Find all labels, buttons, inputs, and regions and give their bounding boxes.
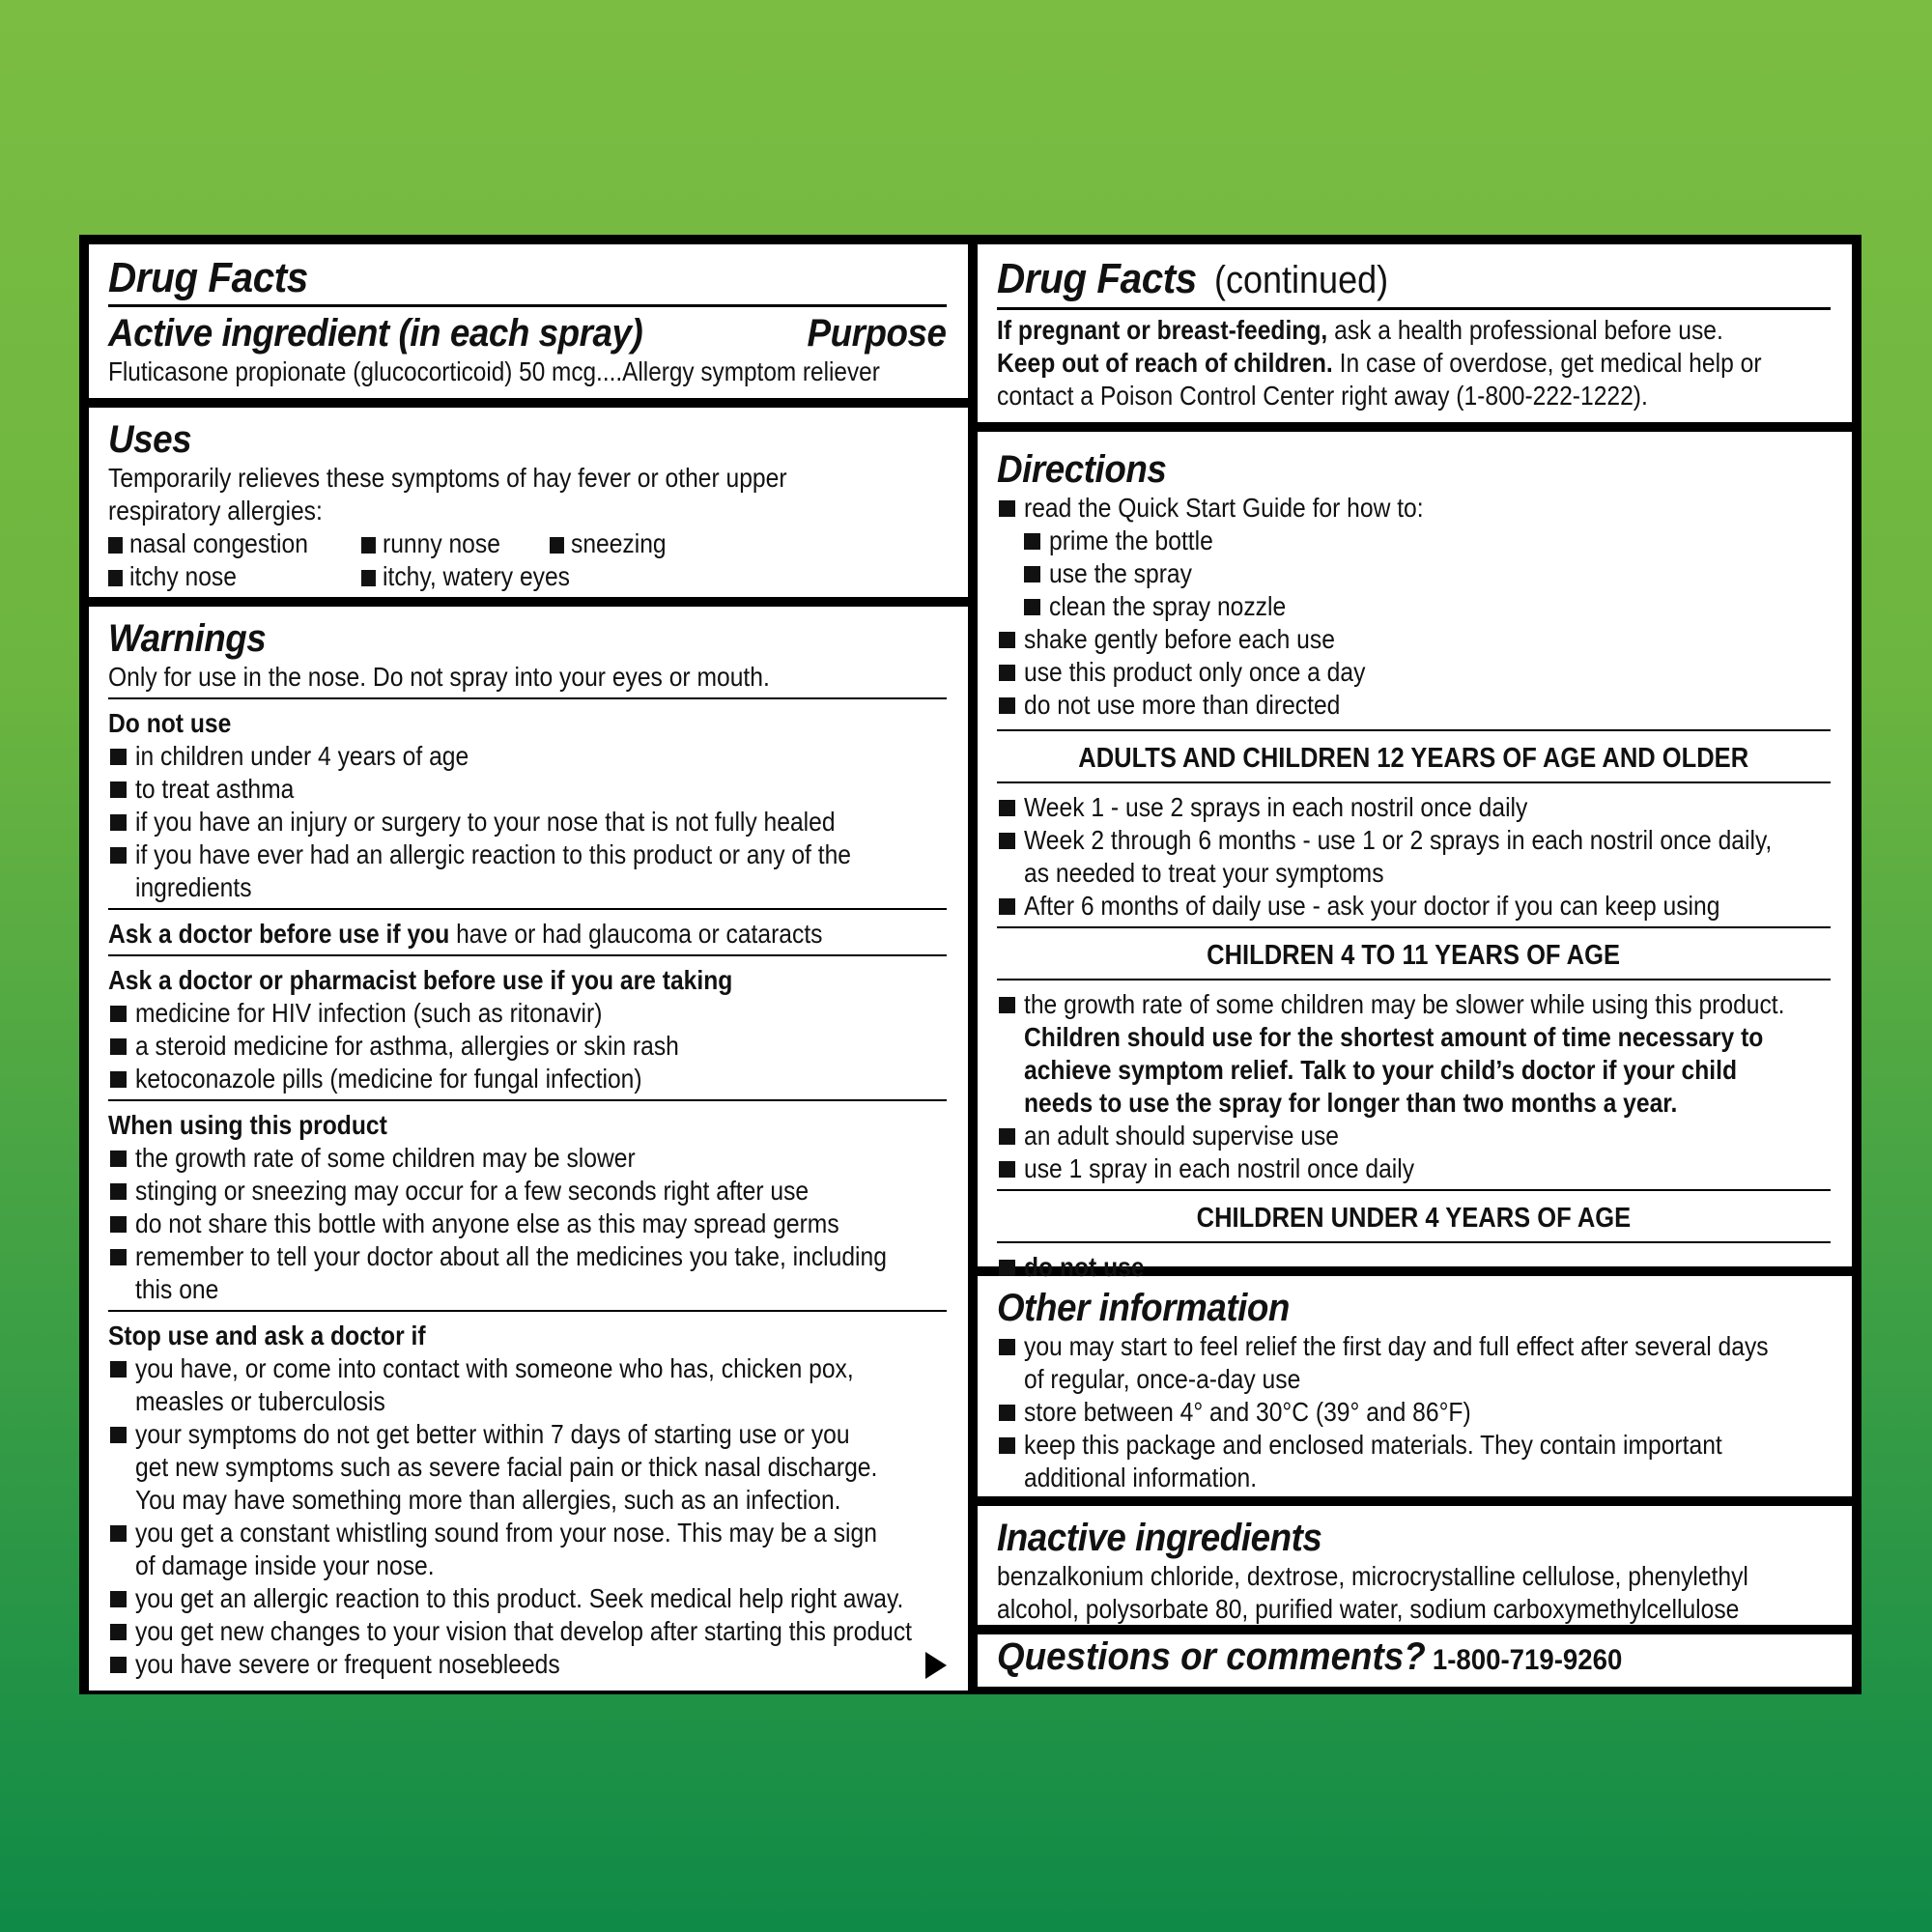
drug-facts-title: Drug Facts xyxy=(108,254,308,301)
ask-doctor-line: Ask a doctor before use if you have or had glaucoma or cataracts xyxy=(108,919,823,949)
stop-use-heading: Stop use and ask a doctor if xyxy=(108,1321,426,1350)
list-item: use this product only once a day xyxy=(997,656,1831,689)
list-item: ketoconazole pills (medicine for fungal infection) xyxy=(108,1063,947,1095)
adults-heading: ADULTS AND CHILDREN 12 YEARS OF AGE AND OLDER xyxy=(1078,743,1749,774)
children-under-4-heading: CHILDREN UNDER 4 YEARS OF AGE xyxy=(1196,1203,1632,1234)
uses-box xyxy=(89,408,968,597)
left-column xyxy=(89,244,968,1685)
list-item: you may start to feel relief the first day and full effect after several days of regular, once-a-day use xyxy=(997,1330,1831,1396)
questions-line xyxy=(997,1635,1764,1678)
list-item: keep this package and enclosed materials. They contain important additional information. xyxy=(997,1429,1831,1494)
uses-intro-2: respiratory allergies: xyxy=(108,496,323,526)
list-item: stinging or sneezing may occur for a few seconds right after use xyxy=(108,1175,947,1208)
list-item: nasal congestion xyxy=(108,527,331,560)
active-ingredient-heading: Active ingredient (in each spray) xyxy=(108,312,643,355)
warnings-intro: Only for use in the nose. Do not spray into your eyes or mouth. xyxy=(108,662,770,692)
list-item: sneezing xyxy=(550,527,753,560)
list-item: use 1 spray in each nostril once daily xyxy=(997,1152,1831,1185)
children-4-11-heading: CHILDREN 4 TO 11 YEARS OF AGE xyxy=(1207,940,1621,971)
list-item: itchy, watery eyes xyxy=(361,560,527,593)
list-item: do not use more than directed xyxy=(997,689,1831,722)
list-item: you have severe or frequent nosebleeds xyxy=(108,1648,947,1681)
list-item: you have, or come into contact with someone who has, chicken pox, measles or tuberculosis xyxy=(108,1352,947,1418)
list-item: you get a constant whistling sound from your nose. This may be a sign of damage inside your nose. xyxy=(108,1517,947,1582)
list-item: read the Quick Start Guide for how to: xyxy=(997,492,1831,525)
list-item: the growth rate of some children may be slower xyxy=(108,1142,947,1175)
drug-facts-label xyxy=(79,235,1861,1694)
list-item: store between 4° and 30°C (39° and 86°F) xyxy=(997,1396,1831,1429)
list-item: you get new changes to your vision that develop after starting this product xyxy=(108,1615,947,1648)
continue-arrow-icon xyxy=(925,1652,947,1679)
list-item: do not use xyxy=(997,1251,1831,1284)
list-item: clean the spray nozzle xyxy=(997,590,1831,623)
purpose-heading: Purpose xyxy=(807,312,947,355)
list-item: remember to tell your doctor about all the medicines you take, including this one xyxy=(108,1240,947,1306)
list-item: runny nose xyxy=(361,527,527,560)
list-item: if you have ever had an allergic reaction to this product or any of the ingredients xyxy=(108,838,947,904)
pregnancy-box xyxy=(978,244,1852,422)
directions-box xyxy=(978,432,1852,1282)
list-item: shake gently before each use xyxy=(997,623,1831,656)
list-item: medicine for HIV infection (such as ritonavir) xyxy=(108,997,947,1030)
list-item: you get an allergic reaction to this product. Seek medical help right away. xyxy=(108,1582,947,1615)
warnings-box xyxy=(89,607,968,1690)
drug-facts-continued-title: Drug Facts(continued) xyxy=(997,255,1388,302)
list-item: Week 1 - use 2 sprays in each nostril once daily xyxy=(997,791,1831,824)
when-using-heading: When using this product xyxy=(108,1110,387,1140)
list-item: Week 2 through 6 months - use 1 or 2 sprays in each nostril once daily, as needed to treat your symptoms xyxy=(997,824,1831,890)
other-information-heading: Other information xyxy=(997,1287,1290,1329)
list-item: an adult should supervise use xyxy=(997,1120,1831,1152)
questions-heading: Questions or comments? xyxy=(997,1635,1426,1678)
list-item: if you have an injury or surgery to your nose that is not fully healed xyxy=(108,806,947,838)
uses-intro: Temporarily relieves these symptoms of hay fever or other upper xyxy=(108,463,787,493)
right-column xyxy=(978,244,1852,1685)
ask-pharmacist-heading: Ask a doctor or pharmacist before use if you are taking xyxy=(108,965,733,995)
list-item: use the spray xyxy=(997,557,1831,590)
other-information-box xyxy=(978,1276,1852,1496)
uses-heading: Uses xyxy=(108,418,192,461)
list-item: the growth rate of some children may be slower while using this product. Children should use for the shortest amount of time necessary to achieve symptom relief. Talk to your child’s doctor if your child needs to use the spray for longer than two months a year. xyxy=(997,988,1831,1120)
pregnancy-line: If pregnant or breast-feeding, ask a health professional before use. xyxy=(997,315,1723,345)
keep-out-line: Keep out of reach of children. In case of overdose, get medical help or xyxy=(997,348,1762,378)
list-item: prime the bottle xyxy=(997,525,1831,557)
inactive-ingredients-heading: Inactive ingredients xyxy=(997,1517,1322,1559)
questions-box xyxy=(978,1634,1852,1687)
list-item: do not share this bottle with anyone else as this may spread germs xyxy=(108,1208,947,1240)
inactive-ingredients-line: benzalkonium chloride, dextrose, microcrystalline cellulose, phenylethyl xyxy=(997,1561,1748,1591)
directions-heading: Directions xyxy=(997,448,1167,491)
list-item: a steroid medicine for asthma, allergies or skin rash xyxy=(108,1030,947,1063)
active-ingredient-line: Fluticasone propionate (glucocorticoid) 50 mcg....Allergy symptom reliever xyxy=(108,356,880,386)
uses-list xyxy=(108,527,947,593)
poison-control-line: contact a Poison Control Center right away (1-800-222-1222). xyxy=(997,381,1648,411)
list-item: your symptoms do not get better within 7 days of starting use or you get new symptoms such as severe facial pain or thick nasal discharge. You may have something more than allergies, such as an infection. xyxy=(108,1418,947,1517)
list-item: itchy nose xyxy=(108,560,331,593)
inactive-ingredients-line-2: alcohol, polysorbate 80, purified water, sodium carboxymethylcellulose xyxy=(997,1594,1740,1624)
questions-phone: 1-800-719-9260 xyxy=(1432,1644,1623,1676)
active-ingredient-box xyxy=(89,244,968,398)
do-not-use-heading: Do not use xyxy=(108,708,232,738)
warnings-heading: Warnings xyxy=(108,617,267,660)
list-item: to treat asthma xyxy=(108,773,947,806)
inactive-ingredients-box xyxy=(978,1506,1852,1625)
list-item: in children under 4 years of age xyxy=(108,740,947,773)
list-item: After 6 months of daily use - ask your doctor if you can keep using xyxy=(997,890,1831,923)
